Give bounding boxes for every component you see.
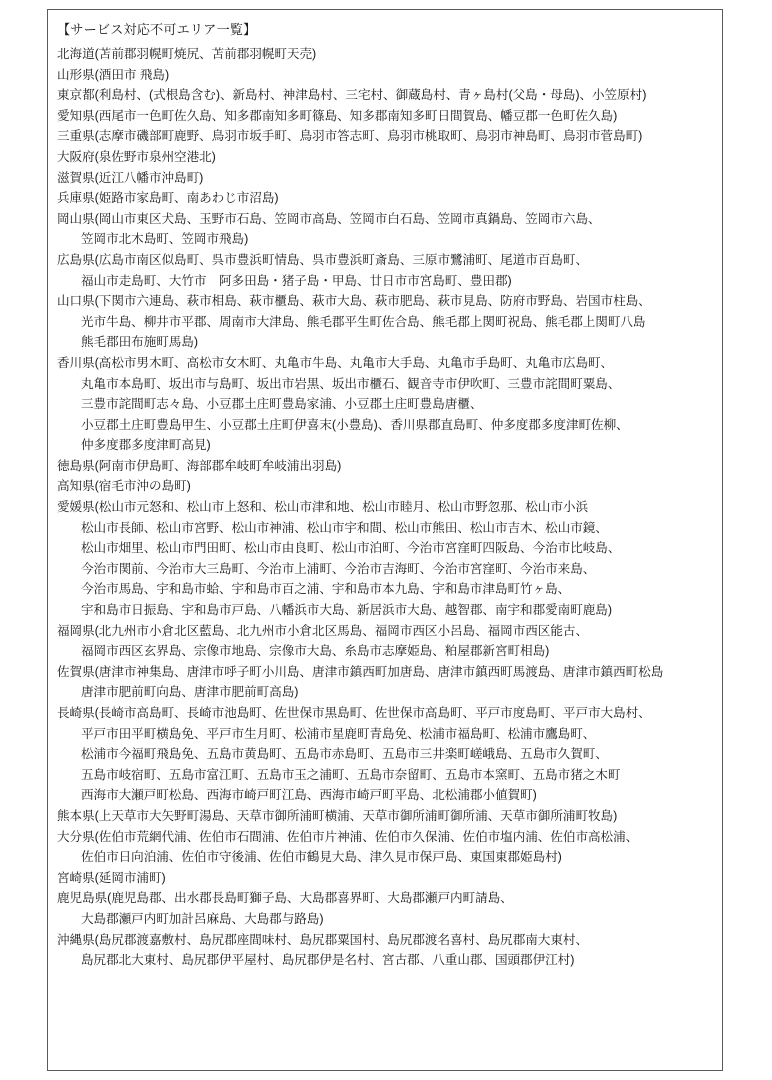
area-entry [57,209,716,250]
area-entry-continuation: 西海市大瀬戸町松島、西海市崎戸町江島、西海市崎戸町平島、北松浦郡小値賀町) [81,788,537,803]
area-entry [57,44,716,65]
area-entry-line: 佐賀県(唐津市神集島、唐津市呼子町小川島、唐津市鎮西町加唐島、唐津市鎮西町馬渡島、唐津市鎮西町松島 [57,664,664,679]
area-entry [57,930,716,971]
area-entry-line: 山口県(下関市六連島、萩市相島、萩市櫃島、萩市大島、萩市肥島、萩市見島、防府市野島、岩国市柱島、 [57,294,651,309]
area-entry [57,662,716,703]
area-entry-line: 大分県(佐伯市荒網代浦、佐伯市石間浦、佐伯市片神浦、佐伯市久保浦、佐伯市塩内浦、佐伯市高松浦、 [57,829,639,844]
area-entry-line: 鹿児島県(鹿児島郡、出水郡長島町獅子島、大島郡喜界町、大島郡瀬戸内町請島、 [57,891,513,906]
area-entry-continuation: 島尻郡北大東村、島尻郡伊平屋村、島尻郡伊是名村、宮古郡、八重山郡、国頭郡伊江村) [81,953,575,968]
area-entry [57,806,716,827]
area-entry-continuation: 佐伯市日向泊浦、佐伯市守後浦、佐伯市鶴見大島、津久見市保戸島、東国東郡姫島村) [81,850,562,865]
area-entry [57,456,716,477]
area-entry-continuation: 宇和島市日振島、宇和島市戸島、八幡浜市大島、新居浜市大島、越智郡、南宇和郡愛南町鹿島) [81,603,612,618]
area-entry [57,291,716,353]
area-entry [57,106,716,127]
area-entry [57,188,716,209]
area-entry-line: 宮崎県(延岡市浦町) [57,870,166,885]
area-entry [57,65,716,86]
area-entry-continuation: 熊毛郡田布施町馬島) [81,335,199,350]
area-entry-continuation: 今治市馬島、宇和島市蛤、宇和島市百之浦、宇和島市本九島、宇和島市津島町竹ヶ島、 [81,582,571,597]
area-entry [57,868,716,889]
area-entry [57,168,716,189]
area-entry-continuation: 仲多度郡多度津町高見) [81,438,211,453]
area-entry [57,126,716,147]
area-entry [57,353,716,456]
area-entry-continuation: 唐津市肥前町向島、唐津市肥前町高島) [81,685,299,700]
area-entry-line: 熊本県(上天草市大矢野町湯島、天草市御所浦町横浦、天草市御所浦町御所浦、天草市御所浦町牧島) [57,808,618,823]
area-entry-line: 香川県(高松市男木町、高松市女木町、丸亀市牛島、丸亀市大手島、丸亀市手島町、丸亀市広島町、 [57,355,614,370]
area-entry-continuation: 松山市畑里、松山市門田町、松山市由良町、松山市泊町、今治市宮窪町四阪島、今治市比岐島、 [81,541,621,556]
area-entry-line: 岡山県(岡山市東区犬島、玉野市石島、笠岡市高島、笠岡市白石島、笠岡市真鍋島、笠岡市六島、 [57,211,601,226]
area-entry-line: 福岡県(北九州市小倉北区藍島、北九州市小倉北区馬島、福岡市西区小呂島、福岡市西区能古、 [57,623,588,638]
area-entry [57,147,716,168]
area-entry-line: 山形県(酒田市 飛島) [57,67,170,82]
area-entry-continuation: 笠岡市北木島町、笠岡市飛島) [81,232,249,247]
area-entry-line: 徳島県(阿南市伊島町、海部郡牟岐町牟岐浦出羽島) [57,458,342,473]
area-entry [57,476,716,497]
area-entry-continuation: 大島郡瀬戸内町加計呂麻島、大島郡与路島) [81,911,324,926]
area-entry-line: 沖縄県(島尻郡渡嘉敷村、島尻郡座間味村、島尻郡粟国村、島尻郡渡名喜村、島尻郡南大東村、 [57,932,588,947]
area-entry-continuation: 小豆郡土庄町豊島甲生、小豆郡土庄町伊喜末(小豊島)、香川県郡直島町、仲多度郡多度津町佐柳、 [81,417,629,432]
area-entry-continuation: 福山市走島町、大竹市 阿多田島・猪子島・甲島、廿日市市宮島町、豊田郡) [81,273,512,288]
area-entry-line: 兵庫県(姫路市家島町、南あわじ市沼島) [57,191,279,206]
area-entry [57,888,716,929]
area-entry [57,621,716,662]
area-entry [57,250,716,291]
area-entry-line: 北海道(苫前郡羽幌町焼尻、苫前郡羽幌町天売) [57,47,317,61]
area-entry-continuation: 松浦市今福町飛島免、五島市黄島町、五島市赤島町、五島市三井楽町嵯峨島、五島市久賀町、 [81,747,608,762]
area-entry-line: 愛知県(西尾市一色町佐久島、知多郡南知多町篠島、知多郡南知多町日間賀島、幡豆郡一色町佐久島) [57,108,618,123]
area-entry-continuation: 福岡市西区玄界島、宗像市地島、宗像市大島、糸島市志摩姫島、粕屋郡新宮町相島) [81,644,550,659]
page-title: 【サービス対応不可エリア一覧】 [57,22,257,37]
notice-content [48,10,722,979]
area-entry-line: 東京都(利島村、(式根島含む)、新島村、神津島村、三宅村、御蔵島村、青ヶ島村(父島・母島)、小笠原村) [57,88,647,103]
area-entry-line: 長崎県(長崎市高島町、長崎市池島町、佐世保市黒島町、佐世保市高島町、平戸市度島町、平戸市大島村、 [57,706,651,720]
area-entry-line: 三重県(志摩市磯部町鹿野、鳥羽市坂手町、鳥羽市答志町、鳥羽市桃取町、鳥羽市神島町、鳥羽市菅島町) [57,129,643,144]
area-entry-line: 滋賀県(近江八幡市沖島町) [57,170,204,185]
area-entry-line: 高知県(宿毛市沖の島町) [57,479,191,494]
area-entry [57,497,716,621]
area-entry-continuation: 光市牛島、柳井市平郡、周南市大津島、熊毛郡平生町佐合島、熊毛郡上関町祝島、熊毛郡上関町八島 [81,314,646,329]
area-entry-continuation: 今治市関前、今治市大三島町、今治市上浦町、今治市吉海町、今治市宮窪町、今治市来島、 [81,561,596,576]
area-entry-line: 広島県(広島市南区似島町、呉市豊浜町情島、呉市豊浜町斎島、三原市鷺浦町、尾道市百島町、 [57,252,588,267]
area-entry-continuation: 松山市長師、松山市宮野、松山市神浦、松山市宇和間、松山市熊田、松山市吉木、松山市鏡、 [81,520,608,535]
area-entry [57,827,716,868]
area-entry-line: 愛媛県(松山市元怒和、松山市上怒和、松山市津和地、松山市睦月、松山市野忽那、松山市小浜 [57,500,588,515]
area-entry-continuation: 平戸市田平町横島免、平戸市生月町、松浦市星鹿町青島免、松浦市福島町、松浦市鷹島町、 [81,726,596,741]
area-entry-continuation: 三豊市詫間町志々島、小豆郡土庄町豊島家浦、小豆郡土庄町豊島唐櫃、 [81,397,483,412]
area-entry-line: 大阪府(泉佐野市泉州空港北) [57,149,216,164]
service-area-notice-box [47,9,723,1071]
area-entry-continuation: 丸亀市本島町、坂出市与島町、坂出市岩黒、坂出市櫃石、観音寺市伊吹町、三豊市詫間町粟島、 [81,376,621,391]
area-entry [57,703,716,806]
area-entry [57,85,716,106]
area-entry-list [57,44,716,971]
area-entry-continuation: 五島市岐宿町、五島市富江町、五島市玉之浦町、五島市奈留町、五島市本窯町、五島市猪之木町 [81,767,621,782]
